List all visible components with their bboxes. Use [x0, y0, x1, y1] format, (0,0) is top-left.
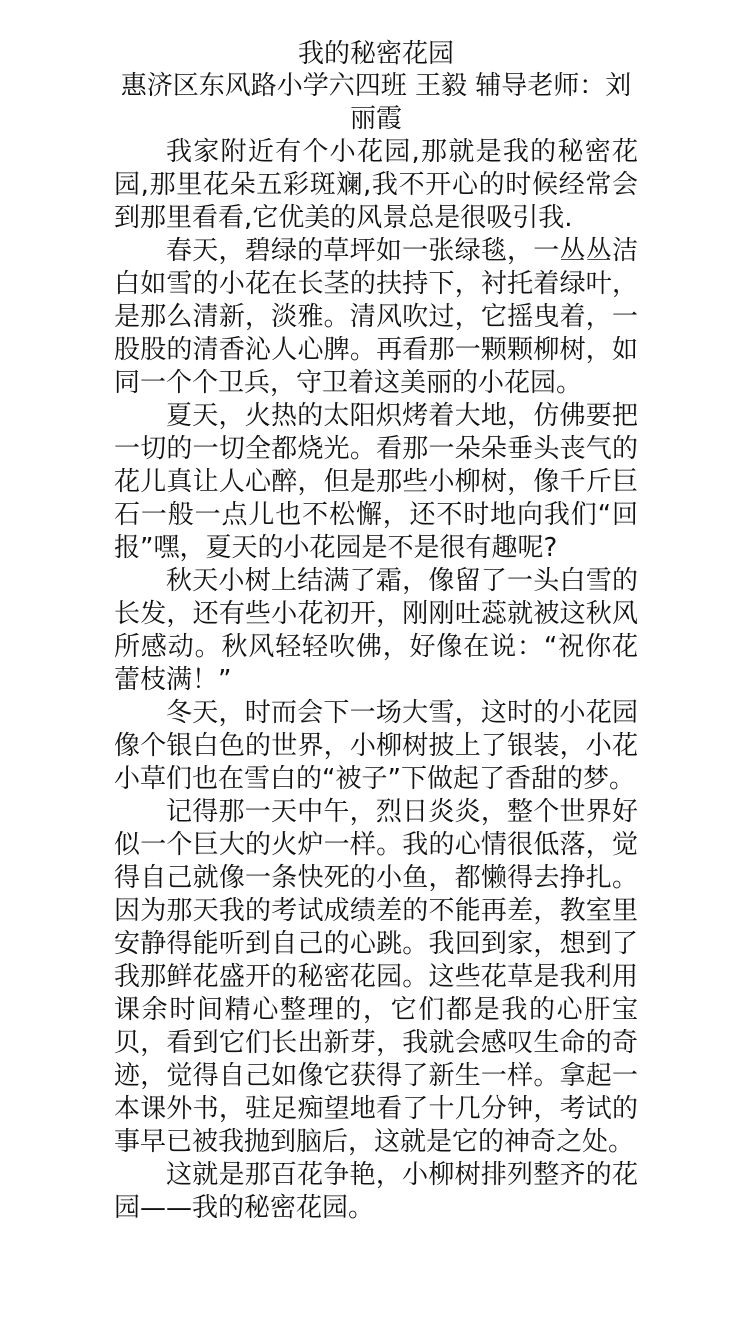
paragraph-winter: 冬天，时而会下一场大雪，这时的小花园像个银白色的世界，小柳树披上了银装，小花小草们也在雪白的“被子”下做起了香甜的梦。	[114, 698, 638, 794]
paragraph-intro: 我家附近有个小花园,那就是我的秘密花园,那里花朵五彩斑斓,我不开心的时候经常会到那里看看,它优美的风景总是很吸引我.	[114, 137, 638, 233]
article-title: 我的秘密花园	[297, 39, 454, 69]
paragraph-summer: 夏天，火热的太阳炽烤着大地，仿佛要把一切的一切全都烧光。看那一朵朵垂头丧气的花儿真让人心醉，但是那些小柳树，像千斤巨石一般一点儿也不松懈，还不时地向我们“回报”嘿，夏天的小花园是不是很有趣呢?	[114, 401, 638, 563]
paragraph-memory: 记得那一天中午，烈日炎炎，整个世界好似一个巨大的火炉一样。我的心情很低落，觉得自己就像一条快死的小鱼，都懒得去挣扎。因为那天我的考试成绩差的不能再差，教室里安静得能听到自己的心跳。我回到家，想到了我那鲜花盛开的秘密花园。这些花草是我利用课余时间精心整理的，它们都是我的心肝宝贝，看到它们长出新芽，我就会感叹生命的奇迹，觉得自己如像它获得了新生一样。拿起一本课外书，驻足痴望地看了十几分钟，考试的事早已被我抛到脑后，这就是它的神奇之处。	[114, 797, 638, 1157]
paragraph-spring: 春天，碧绿的草坪如一张绿毯，一丛丛洁白如雪的小花在长茎的扶持下，衬托着绿叶，是那么清新，淡雅。清风吹过，它摇曳着，一股股的清香沁人心脾。再看那一颗颗柳树，如同一个个卫兵，守卫着这美丽的小花园。	[114, 236, 638, 398]
paragraph-autumn: 秋天小树上结满了霜，像留了一头白雪的长发，还有些小花初开，刚刚吐蕊就被这秋风所感动。秋风轻轻吹佛，好像在说：“祝你花蕾枝满！”	[114, 566, 638, 695]
article-byline: 惠济区东风路小学六四班 王毅 辅导老师：刘丽霞	[120, 71, 632, 134]
paragraph-conclusion: 这就是那百花争艳，小柳树排列整齐的花园——我的秘密花园。	[114, 1160, 638, 1223]
